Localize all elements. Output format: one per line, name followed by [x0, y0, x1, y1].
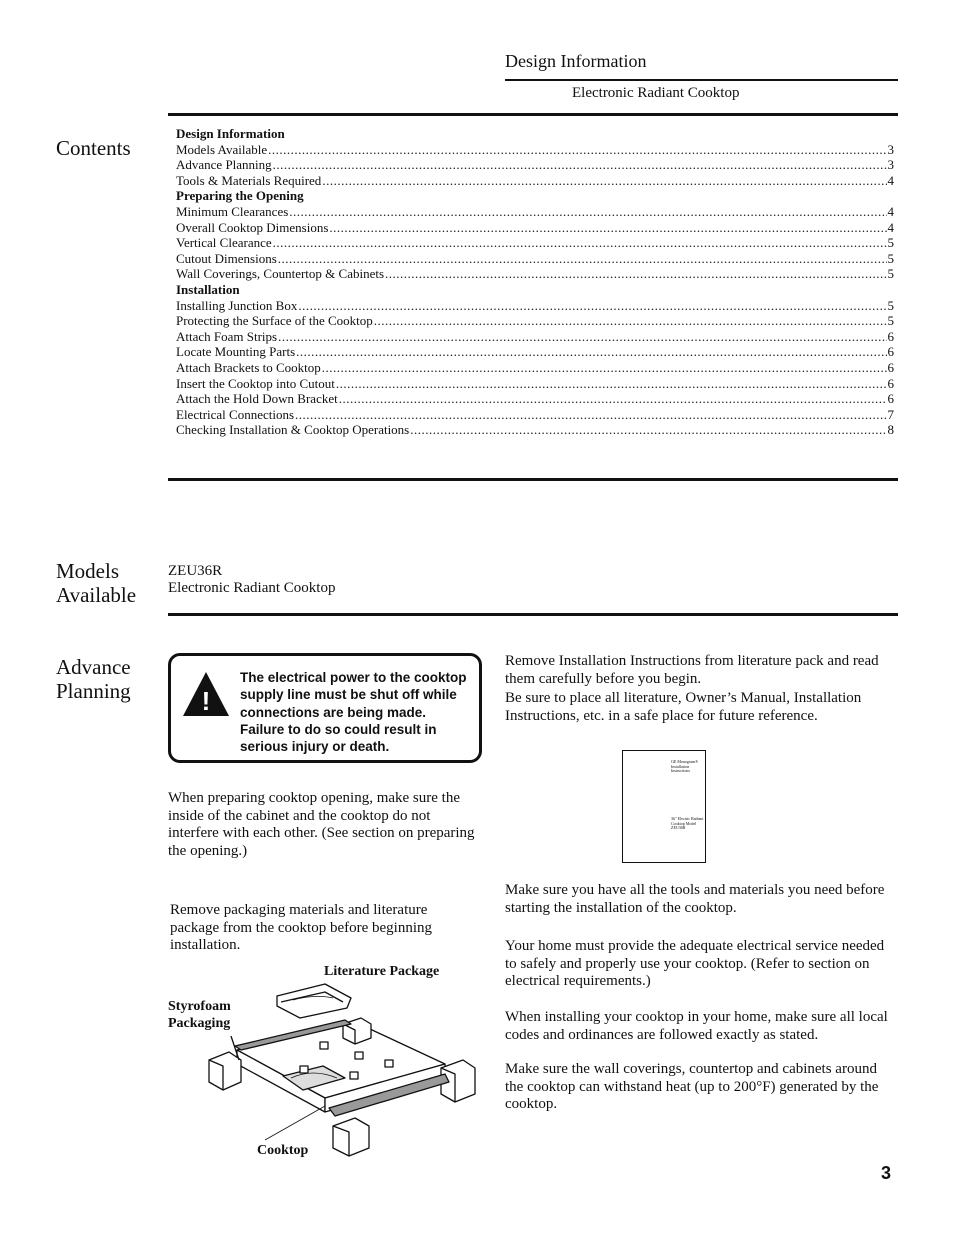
booklet-text-bottom: 36" Electric Radiant Cooktop Model ZEU36R — [671, 816, 704, 831]
keep-literature-paragraph: Be sure to place all literature, Owner’s Manual, Installation Instructions, etc. in a safe place for future reference. — [505, 690, 862, 724]
toc-entry — [176, 204, 894, 220]
toc-entry-label: Checking Installation & Cooktop Operations — [176, 422, 410, 438]
toc-entry — [176, 422, 894, 438]
remove-instructions-paragraph: Remove Installation Instructions from literature pack and read them carefully before you begin. — [505, 653, 879, 687]
toc-section-title: Preparing the Opening — [176, 188, 304, 204]
toc-entry-label: Advance Planning — [176, 157, 272, 173]
toc-dot-leader — [322, 360, 887, 376]
electrical-service-paragraph: Your home must provide the adequate electrical service needed to safely and properly use your cooktop. (Refer to section on electrical requirements.) — [505, 938, 885, 989]
page-number: 3 — [881, 1163, 892, 1183]
instruction-booklet-icon — [622, 750, 706, 863]
toc-dot-leader — [374, 313, 887, 329]
toc-dot-leader — [278, 329, 886, 345]
model-number: ZEU36R — [168, 563, 223, 579]
toc-entry-label: Overall Cooktop Dimensions — [176, 219, 329, 235]
heat-resistance-paragraph: Make sure the wall coverings, countertop and cabinets around the cooktop can withstand heat (up to 200°F) generated by the cooktop. — [505, 1061, 879, 1112]
toc-entry-page: 8 — [887, 422, 894, 438]
toc-entry — [176, 142, 894, 158]
toc-entry-page: 3 — [887, 141, 894, 157]
toc-dot-leader — [298, 298, 886, 314]
toc-entry-label: Attach the Hold Down Bracket — [176, 391, 338, 407]
literature-package-label: Literature Package — [324, 964, 440, 979]
toc-entry — [176, 298, 894, 314]
packaging-paragraph: Remove packaging materials and literature package from the cooktop before beginning installation. — [170, 902, 432, 953]
toc-entry-page: 6 — [887, 344, 894, 360]
toc-entry-page: 6 — [887, 359, 894, 375]
toc-entry — [176, 173, 894, 189]
toc-entry-label: Insert the Cooktop into Cutout — [176, 375, 335, 391]
toc-entry-label: Cutout Dimensions — [176, 250, 277, 266]
toc-section-title: Design Information — [176, 126, 285, 141]
toc-dot-leader — [322, 173, 886, 189]
toc-entry-label: Locate Mounting Parts — [176, 344, 296, 360]
toc-entry-page: 4 — [887, 203, 894, 219]
booklet-text-top: GE Monogram® Installation Instructions — [671, 759, 699, 774]
page-subtitle: Electronic Radiant Cooktop — [572, 85, 740, 101]
header-rule — [505, 79, 898, 81]
advance-heading-line2: Planning — [56, 679, 131, 703]
divider-models — [168, 613, 898, 616]
models-heading-line2: Available — [56, 583, 137, 607]
toc-dot-leader — [329, 220, 886, 236]
table-of-contents — [176, 126, 894, 438]
warning-symbol: ! — [201, 686, 211, 716]
warning-text: The electrical power to the cooktop supply line must be shut off while connections are being made. Failure to do so could result in serious injury or death. — [240, 670, 467, 755]
toc-entry-label: Electrical Connections — [176, 406, 295, 422]
divider-top — [168, 113, 898, 116]
styrofoam-label-line2: Packaging — [168, 1016, 231, 1031]
toc-entry-page: 3 — [887, 157, 894, 173]
warning-triangle-icon — [181, 670, 231, 718]
contents-heading: Contents — [56, 136, 131, 160]
toc-entry — [176, 157, 894, 173]
toc-entry-label: Models Available — [176, 141, 268, 157]
toc-entry — [176, 313, 894, 329]
toc-entry-page: 4 — [887, 219, 894, 235]
toc-dot-leader — [289, 204, 886, 220]
toc-entry — [176, 391, 894, 407]
toc-entry-label: Tools & Materials Required — [176, 172, 322, 188]
toc-entry-label: Attach Brackets to Cooktop — [176, 359, 321, 375]
toc-entry-page: 6 — [887, 375, 894, 391]
toc-entry-page: 4 — [887, 172, 894, 188]
toc-entry-label: Installing Junction Box — [176, 297, 298, 313]
toc-section-title: Installation — [176, 281, 240, 297]
toc-entry — [176, 220, 894, 236]
toc-entry — [176, 360, 894, 376]
toc-entry — [176, 329, 894, 345]
toc-entry — [176, 266, 894, 282]
toc-entry-page: 5 — [887, 313, 894, 329]
toc-entry-label: Wall Coverings, Countertop & Cabinets — [176, 266, 385, 282]
opening-paragraph: When preparing cooktop opening, make sure the inside of the cabinet and the cooktop do not interfere with each other. (See section on preparing the opening.) — [168, 790, 475, 859]
divider-contents — [168, 478, 898, 481]
section-title: Design Information — [505, 51, 647, 71]
warning-box — [168, 653, 482, 763]
models-heading — [56, 559, 136, 607]
toc-entry-page: 5 — [887, 235, 894, 251]
advance-planning-heading — [56, 655, 131, 703]
toc-entry-page: 7 — [887, 406, 894, 422]
toc-entry — [176, 344, 894, 360]
cooktop-label: Cooktop — [257, 1143, 309, 1158]
toc-entry-label: Vertical Clearance — [176, 235, 272, 251]
styrofoam-label-line1: Styrofoam — [168, 999, 231, 1014]
toc-entry-label: Minimum Clearances — [176, 203, 289, 219]
toc-entry — [176, 251, 894, 267]
toc-entry — [176, 235, 894, 251]
toc-dot-leader — [278, 251, 887, 267]
model-description: Electronic Radiant Cooktop — [168, 580, 336, 596]
models-heading-line1: Models — [56, 559, 119, 583]
toc-dot-leader — [385, 266, 886, 282]
advance-heading-line1: Advance — [56, 655, 131, 679]
toc-entry-label: Protecting the Surface of the Cooktop — [176, 313, 373, 329]
toc-entry-page: 5 — [887, 266, 894, 282]
cooktop-packaging-illustration — [205, 980, 480, 1160]
toc-entry-page: 6 — [887, 328, 894, 344]
toc-entry-page: 5 — [887, 297, 894, 313]
toc-dot-leader — [339, 391, 887, 407]
toc-entry-page: 6 — [887, 391, 894, 407]
toc-dot-leader — [410, 422, 886, 438]
toc-dot-leader — [268, 142, 886, 158]
toc-dot-leader — [273, 235, 887, 251]
toc-dot-leader — [336, 376, 887, 392]
tools-paragraph: Make sure you have all the tools and materials you need before starting the installation of the cooktop. — [505, 882, 885, 916]
toc-entry-page: 5 — [887, 250, 894, 266]
toc-dot-leader — [273, 157, 887, 173]
toc-entry — [176, 376, 894, 392]
toc-entry — [176, 407, 894, 423]
toc-dot-leader — [296, 344, 886, 360]
local-codes-paragraph: When installing your cooktop in your home, make sure all local codes and ordinances are followed exactly as stated. — [505, 1009, 888, 1043]
toc-entry-label: Attach Foam Strips — [176, 328, 278, 344]
toc-dot-leader — [295, 407, 886, 423]
